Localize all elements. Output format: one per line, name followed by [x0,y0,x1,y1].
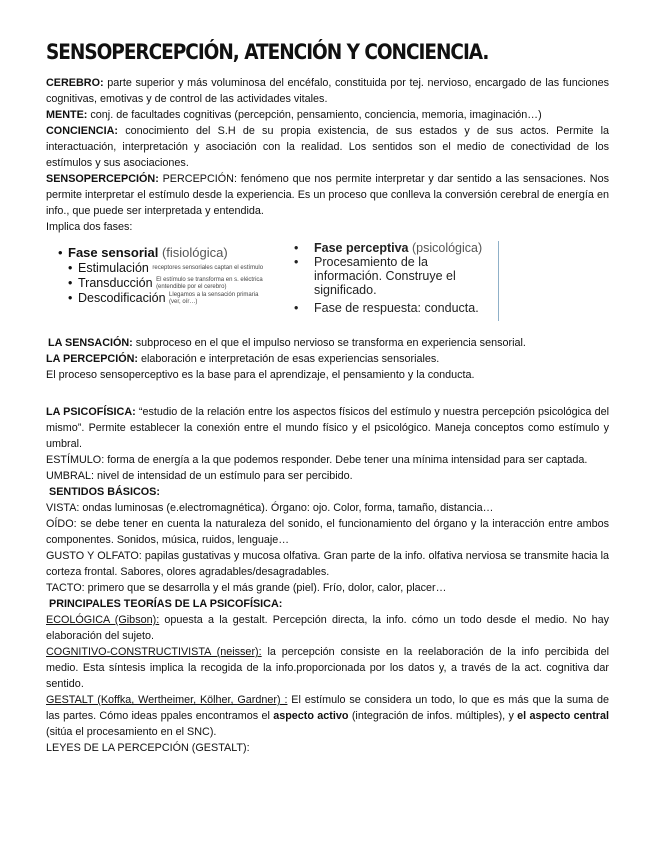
gestalt-text-1: El estímulo se considera un todo, lo que es más que la suma de las partes. Cómo ideas ppales encontramos el [46,694,609,722]
sensopercepcion-definition [46,171,609,219]
perceptive-phase-label: Fase perceptiva [314,241,409,255]
perceptive-item: • Fase de respuesta: conducta. [294,301,479,315]
gestalt-text-3: (sitúa el procesamiento en el SNC). [46,726,217,738]
spacer [46,395,609,404]
conciencia-definition [46,123,609,171]
cognitivo-text: la percepción consiste en la reelaboración de la info percibida del medio. Esta síntesis implica la recogida de la info.proporcionada por los datos y, a través de la act. cognitiva dar sentido. [46,646,609,690]
phase-item-note: Llegamos a la sensación primaria (ver, oír…) [169,291,259,305]
psicofisica-term: LA PSICOFÍSICA: [46,406,136,418]
sensacion-definition [46,335,609,351]
conciencia-term: CONCIENCIA: [46,125,118,137]
sensory-phase [58,245,308,306]
ecologica-definition [46,612,609,644]
phase-item: • Transducción El estímulo se transforma en s. eléctrica (entendible por el cerebro) [58,276,308,291]
percepcion-term: LA PERCEPCIÓN: [46,353,138,365]
implica-line: Implica dos fases: [46,221,133,233]
phase-item-note: El estímulo se transforma en s. eléctrica (entendible por el cerebro) [156,276,263,290]
perceptive-phase [294,241,494,315]
figure-divider [498,241,499,321]
gusto-line: GUSTO Y OLFATO: papilas gustativas y mucosa olfativa. Gran parte de la info. olfativa nerviosa se transmite hacia la corteza frontal. Sabores, olores agradables/desagradables. [46,550,609,578]
cognitivo-definition [46,644,609,692]
perceptive-item-text: Procesamiento de la información. Construye el significado. [314,255,456,297]
percepcion-text: elaboración e interpretación de esas experiencias sensoriales. [137,353,440,365]
teorias-heading [46,596,609,612]
phase-item: • Descodificación Llegamos a la sensación primaria (ver, oír…) [58,291,308,306]
psicofisica-text: “estudio de la relación entre los aspectos físicos del estímulo y nuestra percepción psicológica del mismo”. Permite establecer la conexión entre el mundo físico y el psicológico. Maneja conceptos como estímulo y umbral. [46,406,609,450]
sentidos-heading-text: SENTIDOS BÁSICOS: [49,486,160,498]
tacto-line: TACTO: primero que se desarrolla y el más grande (piel). Frío, dolor, calor, placer… [46,582,447,594]
perceptive-item-text: Fase de respuesta: conducta. [314,301,479,315]
ecologica-term: ECOLÓGICA (Gibson): [46,614,160,626]
estimulo-definition: ESTÍMULO: forma de energía a la que podemos responder. Debe tener una mínima intensidad para ser captada. [46,454,588,466]
sensory-phase-label: Fase sensorial [68,245,159,260]
sensacion-text: subproceso en el que el impulso nervioso se transforma en experiencia sensorial. [132,337,526,349]
proceso-line: El proceso sensoperceptivo es la base para el aprendizaje, el pensamiento y la conducta. [46,369,475,381]
vista-line: VISTA: ondas luminosas (e.electromagnética). Órgano: ojo. Color, forma, tamaño, distancia… [46,502,494,514]
phase-item-note: receptores sensoriales captan el estímulo [152,265,264,272]
gestalt-bold-1: aspecto activo [273,710,349,722]
mente-term: MENTE: [46,109,88,121]
mente-definition [46,107,609,123]
oido-line: OÍDO: se debe tener en cuenta la naturaleza del sonido, el funcionamiento del órgano y la interacción entre ambos componentes. Sonidos, música, ruidos, lenguaje… [46,518,609,546]
mente-text: conj. de facultades cognitivas (percepción, pensamiento, conciencia, memoria, imaginación…) [87,109,542,121]
cerebro-definition [46,75,609,107]
cerebro-term: CEREBRO: [46,77,104,89]
teorias-heading-text: PRINCIPALES TEORÍAS DE LA PSICOFÍSICA: [49,598,283,610]
phase-item-label: Transducción [78,276,153,290]
psicofisica-definition [46,404,609,452]
leyes-heading: LEYES DE LA PERCEPCIÓN (GESTALT): [46,742,250,754]
conciencia-text: conocimiento del S.H de su propia existencia, de sus estados y de sus actos. Permite la interactuación, interpretación y asociación con la realidad. Los sentidos son el medio de conectividad de los estímulos y sus asociaciones. [46,125,609,169]
phase-item: • Estimulación receptores sensoriales captan el estímulo [58,261,308,276]
perceptive-phase-title: • Fase perceptiva (psicológica) [294,241,483,255]
spacer [46,383,609,395]
umbral-definition: UMBRAL: nivel de intensidad de un estímulo para ser percibido. [46,470,353,482]
sensory-phase-note: (fisiológica) [158,245,228,260]
cerebro-text: parte superior y más voluminosa del encéfalo, constituida por tej. nervioso, encargado de las funciones cognitivas, emotivas y de control de las actividades vitales. [46,77,609,105]
perceptive-item: • Procesamiento de la información. Construye el significado. [294,255,456,297]
phase-item-label: Estimulación [78,261,149,275]
ecologica-text: opuesta a la gestalt. Percepción directa, la info. cómo un todo desde el medio. No hay elaboración del sujeto. [46,614,609,642]
cognitivo-term: COGNITIVO-CONSTRUCTIVISTA (neisser): [46,646,262,658]
sensopercepcion-term: SENSOPERCEPCIÓN: [46,173,159,185]
sensacion-term: LA SENSACIÓN: [48,337,133,349]
sentidos-heading [46,484,609,500]
gestalt-definition [46,692,609,740]
gestalt-text-2: (integración de infos. múltiples), y [348,710,518,722]
sensory-phase-title: • Fase sensorial (fisiológica) [58,245,228,260]
document-page [46,40,609,756]
sensopercepcion-text: PERCEPCIÓN: fenómeno que nos permite interpretar y dar sentido a las sensaciones. Nos permite interpretar el estímulo desde la experiencia. Es un proceso que conlleva la conversión cerebral de energía en info., que puede ser interpretada y entendida. [46,173,609,217]
phases-figure [54,241,501,325]
perceptive-phase-note: (psicológica) [408,241,483,255]
gestalt-term: GESTALT (Koffka, Wertheimer, Kölher, Gardner) : [46,694,288,706]
phase-item-label: Descodificación [78,291,166,305]
gestalt-bold-2: el aspecto central [517,710,609,722]
percepcion-definition [46,351,609,367]
page-title: SENSOPERCEPCIÓN, ATENCIÓN Y CONCIENCIA. [46,40,489,65]
